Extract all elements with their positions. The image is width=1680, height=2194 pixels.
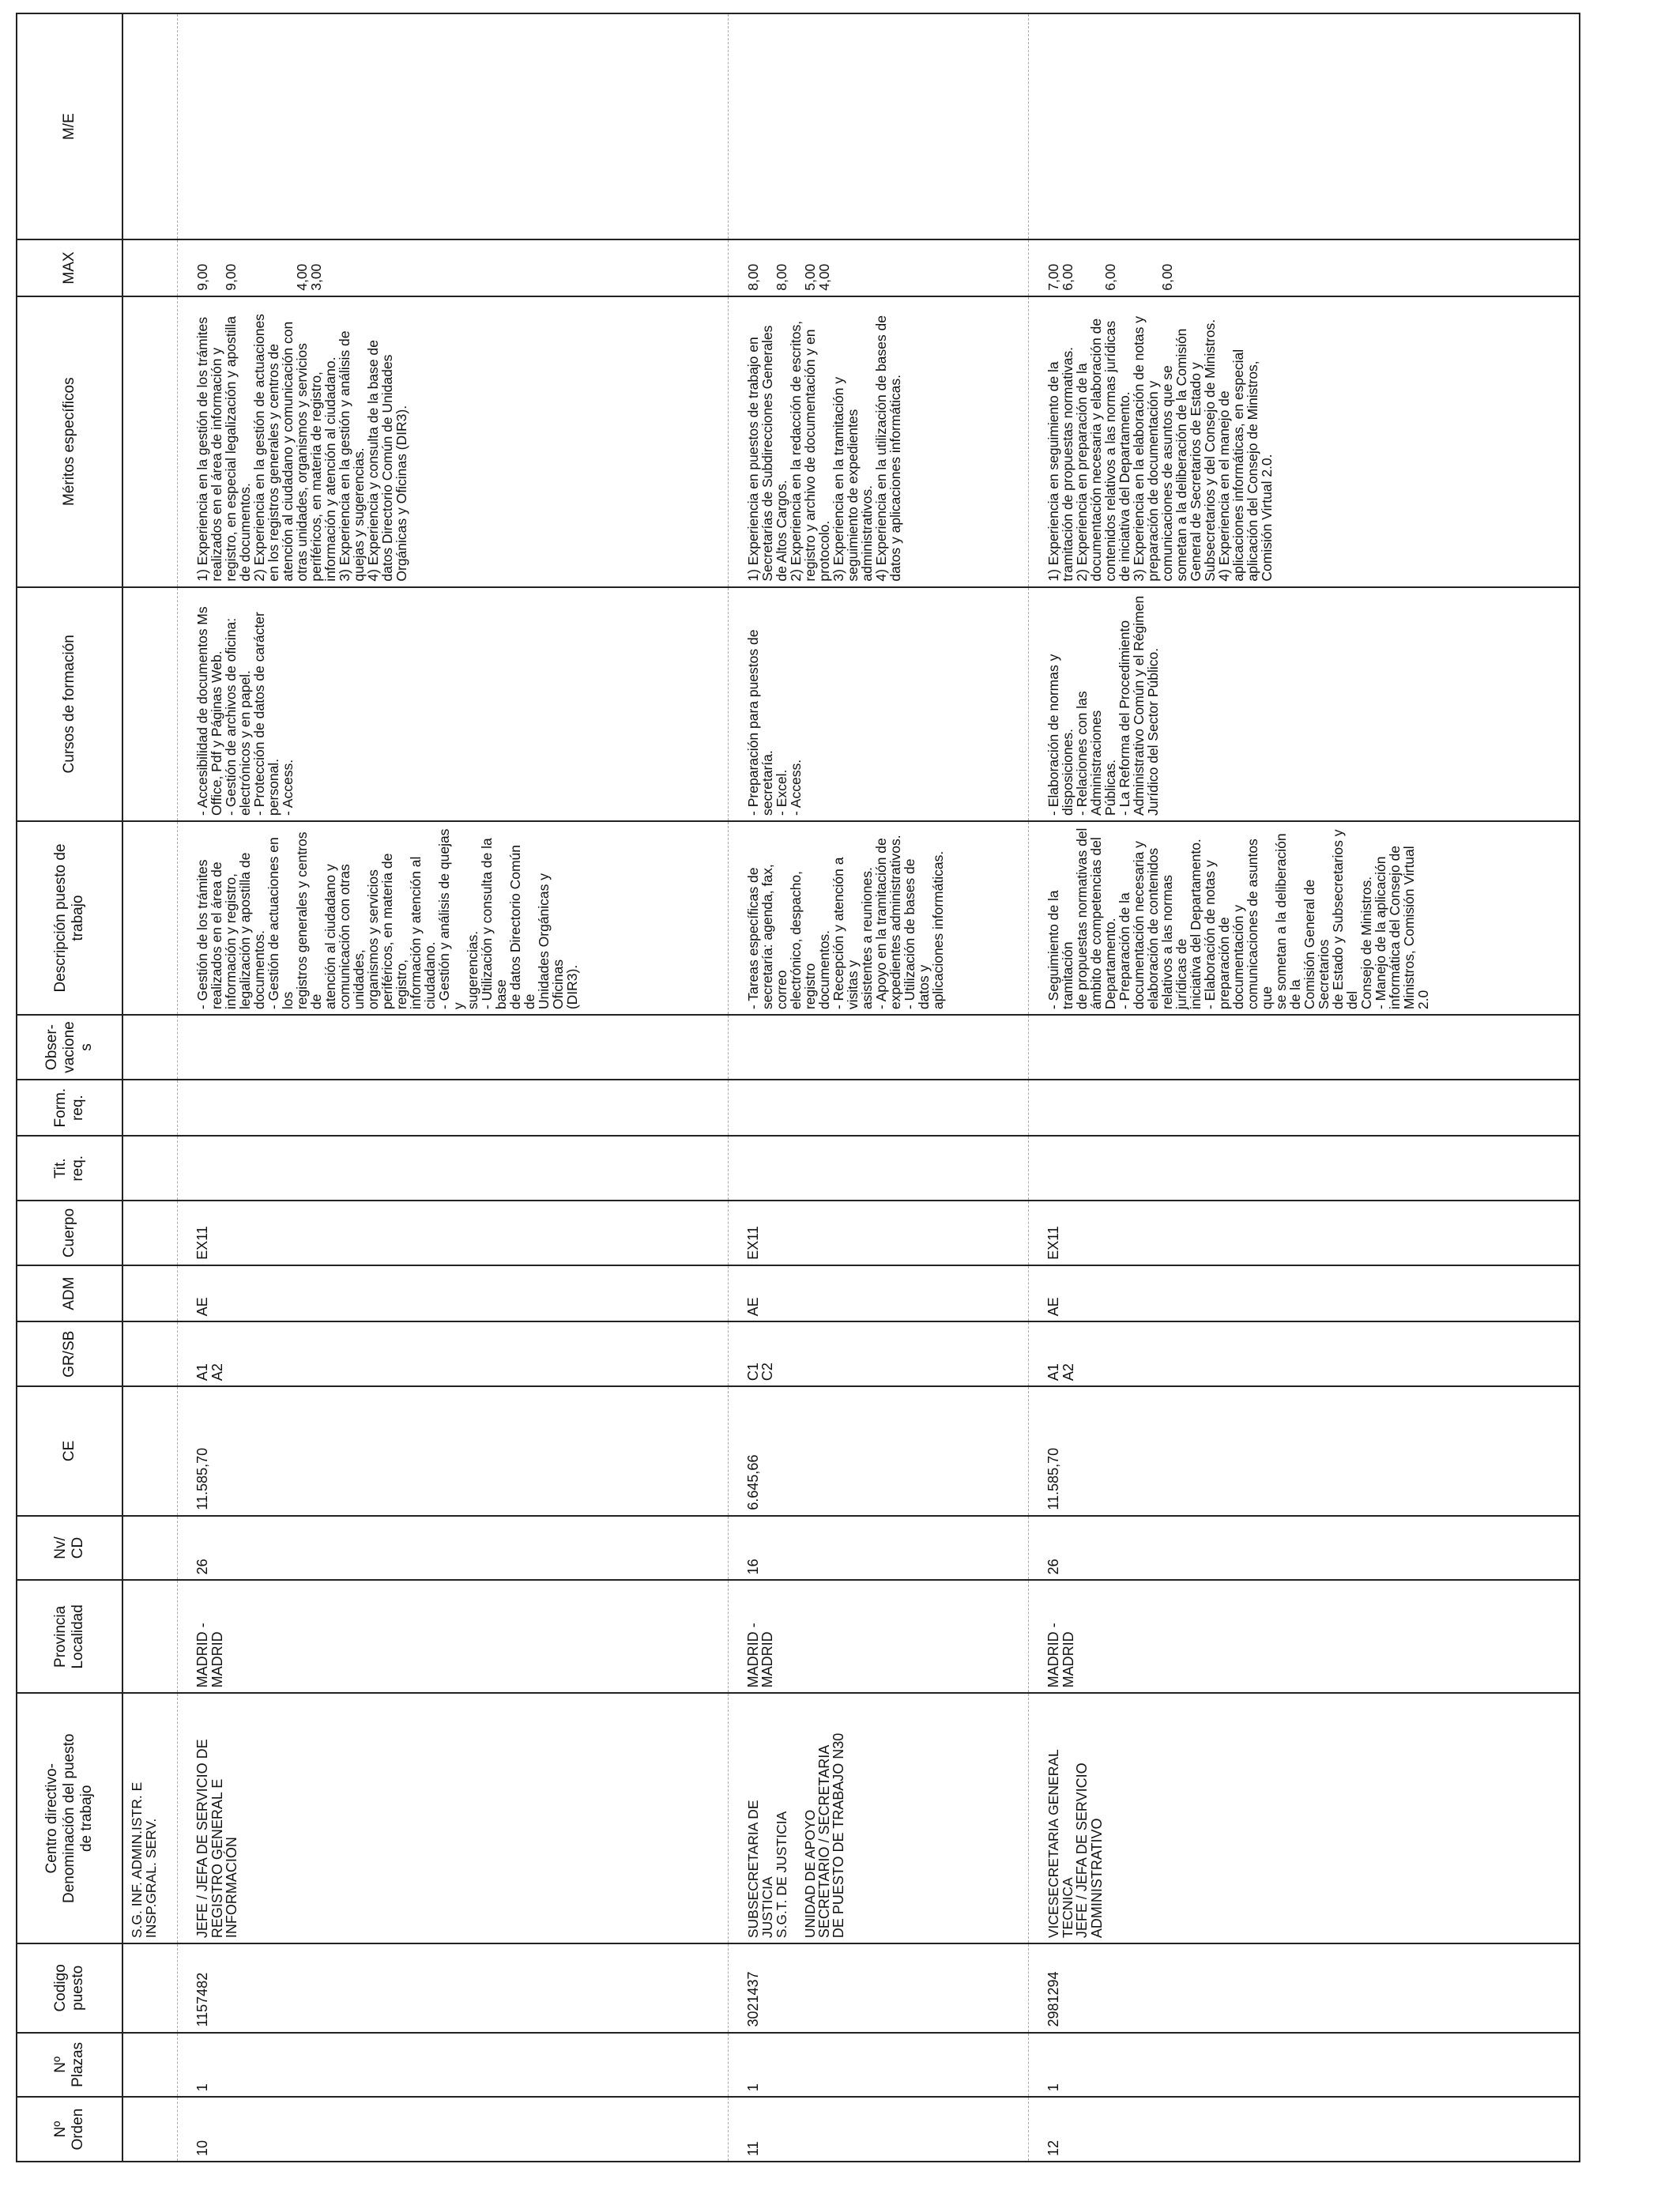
- row-me: [728, 13, 1028, 239]
- header-me: M/E: [17, 13, 122, 239]
- row-codigo: 3021437: [728, 1943, 1028, 2032]
- row-plazas: 1: [178, 2033, 729, 2098]
- row-centro-cell: [728, 1693, 1028, 1943]
- header-provincia: Provincia Localidad: [17, 1580, 122, 1693]
- row-meritos: 1) Experiencia en seguimiento de la tramitación de propuestas normativas. 2) Experiencia en preparación de la documentación necesaria y elaboración de contenidos relativos a las normas jurídicas de iniciativa del Departamento. 3) Experiencia en la elaboración de notas y preparación de documentación y comunicaciones de asuntos que se sometan a la deliberación de la Comisión General de Secretarios de Estado y Subsecretarios y del Consejo de Ministros. 4) Experiencia en el manejo de aplicaciones informáticas, en especial aplicación del Consejo de Ministros, Comisión Virtual 2.0.: [1029, 296, 1580, 587]
- row-provincia: MADRID - MADRID: [728, 1580, 1028, 1693]
- header-orden: Nº Orden: [17, 2097, 122, 2162]
- row-form: [178, 1080, 729, 1137]
- row-observ: [178, 1015, 729, 1080]
- row-observ: [728, 1015, 1028, 1080]
- row-plazas: 1: [1029, 2033, 1580, 2098]
- header-centro: Centro directivo- Denominación del puesto de trabajo: [17, 1693, 122, 1943]
- positions-table: [16, 13, 1580, 2162]
- section-header-1: S.G. INF. ADMIN.ISTR. E INSP.GRAL. SERV.: [122, 1693, 178, 1943]
- row-provincia: MADRID - MADRID: [1029, 1580, 1580, 1693]
- header-max: MAX: [17, 239, 122, 296]
- row-orden: 10: [178, 2097, 729, 2162]
- row-cursos: - Preparación para puestos de secretaría. - Excel. - Access.: [728, 587, 1028, 821]
- row-cuerpo: EX11: [1029, 1201, 1580, 1265]
- header-cuerpo: Cuerpo: [17, 1201, 122, 1265]
- row-ce: 6.645,66: [728, 1386, 1028, 1515]
- row-grupo: A1 A2: [178, 1321, 729, 1386]
- header-ce: CE: [17, 1386, 122, 1515]
- header-codigo: Codigo puesto: [17, 1943, 122, 2032]
- row-grupo: A1 A2: [1029, 1321, 1580, 1386]
- row-nivel: 26: [1029, 1516, 1580, 1581]
- row-cursos: - Accesibilidad de documentos Ms Office, Pdf y Páginas Web. - Gestión de archivos de oficina: electrónicos y en papel. - Protección de datos de carácter personal. - Access.: [178, 587, 729, 821]
- row-descripcion: - Seguimiento de la tramitación de propuestas normativas del ámbito de competencias del Departamento. - Preparación de la documentación necesaria y elaboración de contenidos relativos a las normas jurídicas de iniciativa del Departamento. - Elaboración de notas y preparación de documentación y comunicaciones de asuntos que se sometan a la deliberación de la Comisión General de Secretarios de Estado y Subsecretarios y del Consejo de Ministros. - Manejo de la aplicación informática del Consejo de Ministros, Comisión Virtual 2.0: [1029, 821, 1580, 1015]
- row-nivel: 26: [178, 1516, 729, 1581]
- row-max: 8,00 8,00 5,00 4,00: [728, 239, 1028, 296]
- row-plazas: 1: [728, 2033, 1028, 2098]
- row-descripcion: - Tareas específicas de secretaría: agenda, fax, correo electrónico, despacho, registro documentos. - Recepción y atención a visitas y asistentes a reuniones. - Apoyo en la tramitación de expedientes administrativos. - Utilización de bases de datos y aplicaciones informáticas.: [728, 821, 1028, 1015]
- header-tit: Tit. req.: [17, 1136, 122, 1201]
- row-max: 7,00 6,00 6,00 6,00: [1029, 239, 1580, 296]
- table-row: [728, 13, 1028, 2162]
- section-header: VICESECRETARIA GENERAL TECNICA: [1045, 1749, 1076, 1939]
- header-meritos: Méritos específicos: [17, 296, 122, 587]
- row-max: 9,00 9,00 4,00 3,00: [178, 239, 729, 296]
- header-observ: Obser- vaciones: [17, 1015, 122, 1080]
- header-grupo: GR/SB: [17, 1321, 122, 1386]
- row-centro: JEFE / JEFA DE SERVICIO DE REGISTRO GENERAL E INFORMACIÓN: [178, 1693, 729, 1943]
- row-cuerpo: EX11: [178, 1201, 729, 1265]
- header-descripcion: Descripción puesto de trabajo: [17, 821, 122, 1015]
- header-adm: ADM: [17, 1265, 122, 1322]
- table-row: [178, 13, 729, 2162]
- row-codigo: 1157482: [178, 1943, 729, 2032]
- row-descripcion: - Gestión de los trámites realizados en el área de información y registro, legalización y apostilla de documentos. - Gestión de actuaciones en los registros generales y centros de atención al ciudadano y comunicación con otras unidades, organismos y servicios periféricos, en materia de registro, información y atención al ciudadano. - Gestión y análisis de quejas y sugerencias. - Utilización y consulta de la base de datos Directorio Común de Unidades Orgánicas y Oficinas (DIR3).: [178, 821, 729, 1015]
- row-me: [178, 13, 729, 239]
- row-tit: [728, 1136, 1028, 1201]
- header-plazas: Nº Plazas: [17, 2033, 122, 2098]
- row-meritos: 1) Experiencia en la gestión de los trámites realizados en el área de información y registro, en especial legalización y apostilla de documentos. 2) Experiencia en la gestión de actuaciones en los registros generales y centros de atención al ciudadano y comunicación con otras unidades, organismos y servicios periféricos, en materia de registro, información y atención al ciudadano. 3) Experiencia en la gestión y análisis de quejas y sugerencias. 4) Experiencia y consulta de la base de datos Directorio Común de Unidades Orgánicas y Oficinas (DIR3).: [178, 296, 729, 587]
- row-codigo: 2981294: [1029, 1943, 1580, 2032]
- row-cuerpo: EX11: [728, 1201, 1028, 1265]
- row-centro-cell: [1029, 1693, 1580, 1943]
- table-row: [1029, 13, 1580, 2162]
- row-tit: [1029, 1136, 1580, 1201]
- row-adm: AE: [1029, 1265, 1580, 1322]
- header-row: [17, 13, 122, 2162]
- row-orden: 12: [1029, 2097, 1580, 2162]
- row-centro: SECRETARIO / SECRETARIA DE PUESTO DE TRABAJO N30: [816, 1732, 847, 1939]
- row-tit: [178, 1136, 729, 1201]
- header-nivel: Nv/ CD: [17, 1516, 122, 1581]
- row-ce: 11.585,70: [1029, 1386, 1580, 1515]
- row-grupo: C1 C2: [728, 1321, 1028, 1386]
- row-centro: JEFE / JEFA DE SERVICIO ADMINISTRATIVO: [1074, 1762, 1105, 1939]
- row-adm: AE: [178, 1265, 729, 1322]
- header-form: Form. req.: [17, 1080, 122, 1137]
- row-adm: AE: [728, 1265, 1028, 1322]
- section-header-row: [122, 13, 178, 2162]
- row-form: [728, 1080, 1028, 1137]
- row-nivel: 16: [728, 1516, 1028, 1581]
- row-orden: 11: [728, 2097, 1028, 2162]
- row-form: [1029, 1080, 1580, 1137]
- row-me: [1029, 13, 1580, 239]
- header-cursos: Cursos de formación: [17, 587, 122, 821]
- section-header: SUBSECRETARIA DE JUSTICIA S.G.T. DE JUSTICIA UNIDAD DE APOYO: [744, 1800, 818, 1939]
- row-ce: 11.585,70: [178, 1386, 729, 1515]
- row-observ: [1029, 1015, 1580, 1080]
- row-cursos: - Elaboración de normas y disposiciones. - Relaciones con las Administraciones Públicas. - La Reforma del Procedimiento Administrativo Común y el Régimen Jurídico del Sector Público.: [1029, 587, 1580, 821]
- row-meritos: 1) Experiencia en puestos de trabajo en Secretarías de Subdirecciones Generales de Altos Cargos. 2) Experiencia en la redacción de escritos, registro y archivo de documentación y en protocolo. 3) Experiencia en la tramitación y seguimiento de expedientes administrativos. 4) Experiencia en la utilización de bases de datos y aplicaciones informáticas.: [728, 296, 1028, 587]
- row-provincia: MADRID - MADRID: [178, 1580, 729, 1693]
